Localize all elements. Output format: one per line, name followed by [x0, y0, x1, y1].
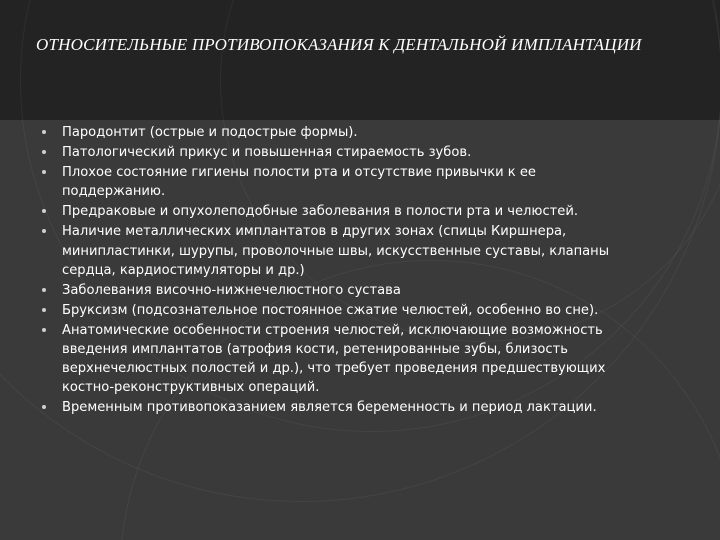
list-item	[38, 398, 642, 417]
list-item	[38, 321, 642, 397]
list-item	[38, 202, 642, 221]
list-item-text: Заболевания височно-нижнечелюстного сустава	[62, 282, 401, 298]
bullet-dot-icon	[42, 229, 46, 233]
contraindications-list	[38, 123, 642, 418]
list-item-text: Предраковые и опухолеподобные заболевания в полости рта и челюстей.	[62, 204, 579, 220]
list-item-text: Плохое состояние гигиены полости рта и отсутствие привычки к ее поддержанию.	[62, 165, 536, 200]
list-item	[38, 301, 642, 320]
bullet-dot-icon	[42, 405, 46, 409]
list-item-text: Пародонтит (острые и подострые формы).	[62, 125, 358, 140]
list-item-text: Бруксизм (подсознательное постоянное сжатие челюстей, особенно во сне).	[62, 302, 599, 318]
bullet-dot-icon	[42, 288, 46, 292]
list-item-text: Патологический прикус и повышенная стираемость зубов.	[62, 145, 472, 161]
list-item	[38, 143, 642, 162]
bullet-dot-icon	[42, 170, 46, 174]
list-item	[38, 123, 642, 142]
list-item	[38, 281, 642, 300]
slide-title: ОТНОСИТЕЛЬНЫЕ ПРОТИВОПОКАЗАНИЯ К ДЕНТАЛЬНОЙ ИМПЛАНТАЦИИ	[36, 35, 642, 54]
bullet-dot-icon	[42, 328, 46, 332]
list-item-text: Временным противопоказанием является беременность и период лактации.	[62, 400, 597, 416]
slide-header-background	[0, 0, 720, 140]
list-item-text: Анатомические особенности строения челюстей, исключающие возможность введения имплантатов (атрофия кости, ретенированные зубы, близость верхнечелюстных полостей и др.), что требует проведения предшествующих костно-реконструктивных операций.	[62, 322, 606, 396]
bullet-dot-icon	[42, 150, 46, 154]
bullet-dot-icon	[42, 308, 46, 312]
bullet-dot-icon	[42, 130, 46, 134]
bullet-dot-icon	[42, 209, 46, 213]
list-item-text: Наличие металлических имплантатов в других зонах (спицы Киршнера, минипластинки, шурупы, проволочные швы, искусственные суставы, клапаны сердца, кардиостимуляторы и др.)	[62, 224, 610, 278]
list-item	[38, 163, 642, 201]
list-item	[38, 222, 642, 279]
